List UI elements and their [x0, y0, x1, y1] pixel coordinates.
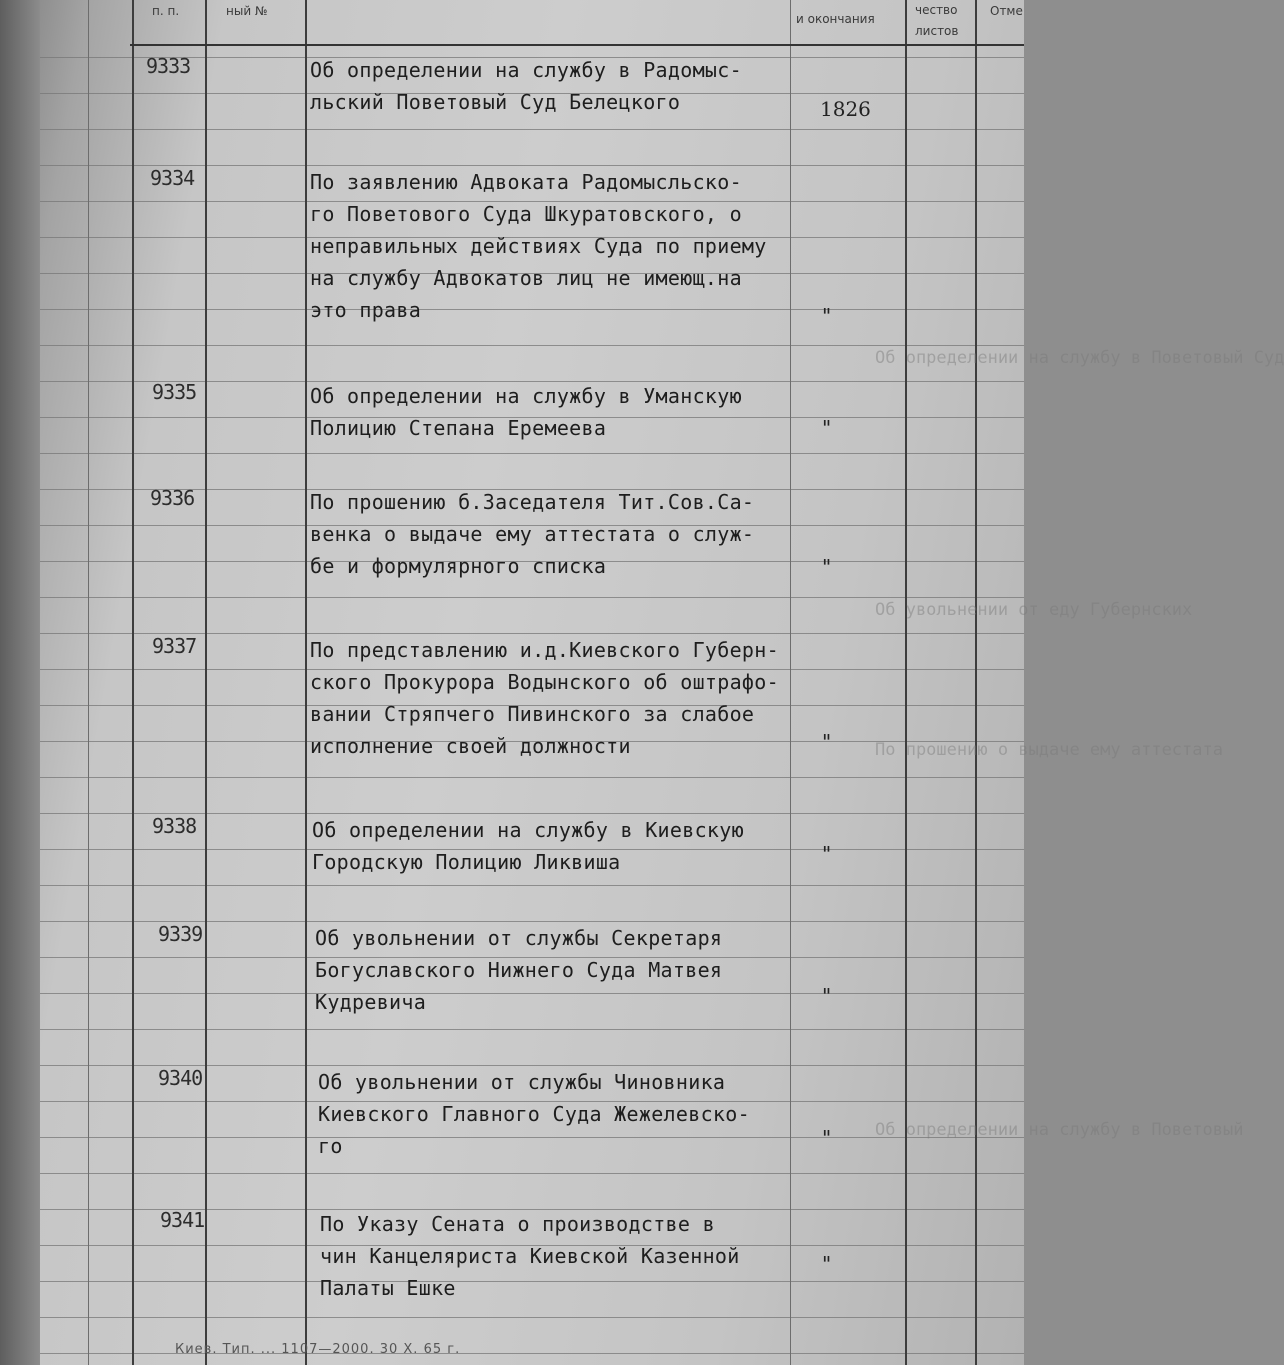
entry-ditto-mark: " — [822, 1126, 832, 1150]
ruled-line — [40, 885, 1024, 886]
ruled-line — [40, 309, 1024, 310]
ruled-line — [40, 129, 1024, 130]
entry-title-line: Городскую Полицию Ликвиша — [312, 850, 621, 874]
ruled-line — [40, 1317, 1024, 1318]
entry-title-line: ского Прокурора Водынского об оштрафо- — [310, 670, 779, 694]
entry-ditto-mark: " — [822, 304, 832, 328]
entry-title-line: вании Стряпчего Пивинского за слабое — [310, 702, 755, 726]
column-divider — [305, 0, 307, 1365]
entry-title-line: Киевского Главного Суда Жежелевско- — [318, 1102, 750, 1126]
entry-title-line: чин Канцеляриста Киевской Казенной — [320, 1244, 740, 1268]
entry-title-line: Об определении на службу в Радомыс- — [310, 58, 742, 82]
entry-title-line: льский Поветовый Суд Белецкого — [310, 90, 681, 114]
binding-gutter — [0, 0, 40, 1365]
entry-number: 9336 — [150, 486, 195, 510]
entry-number: 9339 — [158, 922, 203, 946]
entry-title-line: Об определении на службу в Уманскую — [310, 384, 742, 408]
entry-title-line: Кудревича — [315, 990, 427, 1014]
entry-title-line: го Поветового Суда Шкуратовского, о — [310, 202, 742, 226]
ruled-line — [40, 1173, 1024, 1174]
entry-number: 9341 — [160, 1208, 205, 1232]
entry-ditto-mark: " — [822, 416, 832, 440]
printer-imprint: Киев. Тип. ... 1107—2000. 30 Х. 65 г. — [175, 1342, 461, 1357]
header-bottom-rule — [130, 44, 1024, 46]
entry-title-line: Богуславского Нижнего Суда Матвея — [315, 958, 723, 982]
column-divider — [205, 0, 207, 1365]
entry-ditto-mark: " — [822, 730, 832, 754]
column-divider — [132, 0, 134, 1365]
entry-title-line: Об увольнении от службы Секретаря — [315, 926, 723, 950]
column-divider — [88, 0, 89, 1365]
column-divider — [790, 0, 791, 1365]
entry-number: 9337 — [152, 634, 197, 658]
ruled-line — [40, 1281, 1024, 1282]
bleed-through-text: Об определении на службу в Поветовый — [875, 1120, 1244, 1140]
entry-number: 9340 — [158, 1066, 203, 1090]
entry-title-line: неправильных действиях Суда по приему — [310, 234, 767, 258]
entry-title-line: Палаты Ешке — [320, 1276, 456, 1300]
entry-title-line: венка о выдаче ему аттестата о служ- — [310, 522, 755, 546]
entry-title-line: По представлению и.д.Киевского Губерн- — [310, 638, 779, 662]
bleed-through-text: Об увольнении от еду Губернских — [875, 600, 1193, 620]
entry-ditto-mark: " — [822, 1252, 832, 1276]
entry-number: 9338 — [152, 814, 197, 838]
entry-number: 9335 — [152, 380, 197, 404]
ruled-line — [40, 993, 1024, 994]
bleed-through-text: По прошению о выдаче ему аттестата — [875, 740, 1223, 760]
entry-title-line: бе и формулярного списка — [310, 554, 607, 578]
entry-ditto-mark: " — [822, 842, 832, 866]
entry-title-line: Полицию Степана Еремеева — [310, 416, 607, 440]
column-divider — [905, 0, 907, 1365]
entry-title-line: исполнение своей должности — [310, 734, 631, 758]
ruled-line — [40, 345, 1024, 346]
entry-ditto-mark: " — [822, 984, 832, 1008]
entry-title-line: на службу Адвокатов лиц не имеющ.на — [310, 266, 742, 290]
column-divider — [975, 0, 977, 1365]
entry-title-line: Об увольнении от службы Чиновника — [318, 1070, 726, 1094]
header-col-number: п. п. — [152, 4, 180, 18]
ruled-line — [40, 453, 1024, 454]
entry-title-line: По прошению б.Заседателя Тит.Сов.Са- — [310, 490, 755, 514]
header-col-sheets-2: листов — [915, 24, 959, 38]
header-col-archive-number: ный № — [226, 4, 268, 18]
entry-title-line: Об определении на службу в Киевскую — [312, 818, 744, 842]
ruled-line — [40, 597, 1024, 598]
bleed-through-text: Об определении на службу в Поветовый Суд — [875, 348, 1284, 368]
entry-ditto-mark: " — [822, 555, 832, 579]
ruled-line — [40, 1029, 1024, 1030]
ruled-line — [40, 777, 1024, 778]
entry-title-line: По заявлению Адвоката Радомысльско- — [310, 170, 742, 194]
entry-title-line: По Указу Сената о производстве в — [320, 1212, 715, 1236]
entry-number: 9334 — [150, 166, 195, 190]
header-col-sheets-1: чество — [915, 3, 958, 17]
header-col-dates: и окончания — [796, 12, 875, 26]
entry-number: 9333 — [146, 54, 191, 78]
entry-title-line: го — [318, 1134, 343, 1158]
header-col-notes: Отме — [990, 4, 1023, 18]
entry-year: 1826 — [820, 97, 871, 121]
entry-title-line: это права — [310, 298, 422, 322]
